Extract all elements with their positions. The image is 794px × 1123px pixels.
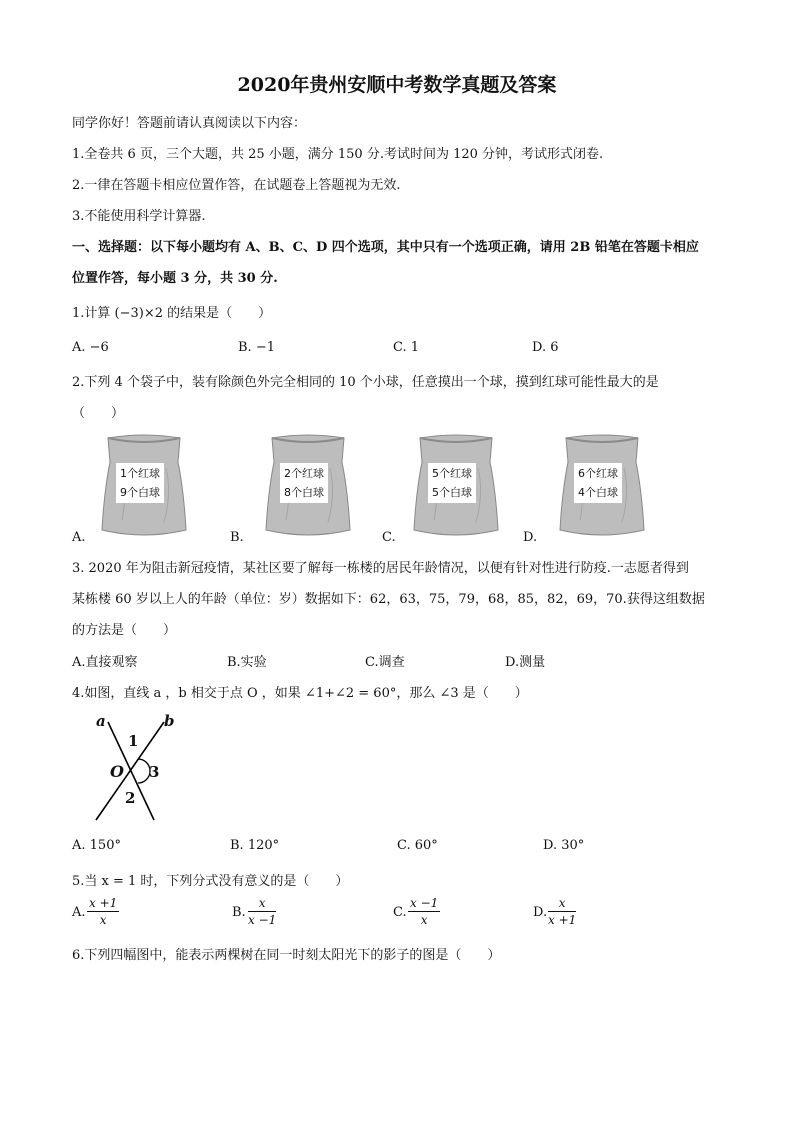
- q2-option-c-letter: C.: [382, 530, 396, 545]
- q2-option-d-letter: D.: [523, 530, 538, 545]
- q1-option-d: D. 6: [532, 340, 559, 355]
- q2-option-a-letter: A.: [72, 530, 86, 545]
- q1-option-b: B. −1: [238, 340, 275, 355]
- fraction-numerator: x +1: [89, 896, 118, 910]
- bag-white-count: 8个白球: [284, 486, 324, 499]
- q5-option-b-letter: B.: [232, 905, 246, 920]
- angle-3-label: 3: [149, 763, 160, 781]
- question-4-stem: 4.如图，直线 a ，b 相交于点 O ，如果 ∠1+∠2 = 60°，那么 ∠3 是（ ）: [72, 686, 528, 701]
- fraction-numerator: x: [548, 896, 576, 912]
- page-title: 2020年贵州安顺中考数学真题及答案: [237, 74, 557, 96]
- q4-option-a: A. 150°: [72, 838, 121, 853]
- line-a-label: a: [96, 712, 106, 730]
- bag-label: [116, 463, 164, 503]
- q1-option-c: C. 1: [393, 340, 420, 355]
- question-2-stem: 2.下列 4 个袋子中，装有除颜色外完全相同的 10 个小球，任意摸出一个球，摸到红球可能性最大的是: [72, 375, 659, 390]
- fraction-numerator: x −1: [410, 896, 439, 910]
- fraction-denominator: x: [99, 913, 107, 927]
- question-2-paren: （ ）: [72, 406, 125, 421]
- bag-red-count: 5个红球: [432, 467, 472, 480]
- angle-2-label: 2: [125, 789, 136, 807]
- q3-option-c: C.调查: [365, 655, 405, 670]
- q5-option-c-fraction: [408, 896, 440, 927]
- bag-red-count: 1个红球: [120, 467, 160, 480]
- bag-red-count: 2个红球: [284, 467, 324, 480]
- bag-label: [574, 463, 622, 503]
- fraction-denominator: x: [420, 913, 428, 927]
- q3-option-a: A.直接观察: [72, 655, 138, 670]
- point-o-label: O: [110, 762, 124, 781]
- q2-option-b-letter: B.: [230, 530, 244, 545]
- question-3-line-1: 3. 2020 年为阻击新冠疫情，某社区要了解每一栋楼的居民年龄情况，以便有针对性进行防疫.一志愿者得到: [72, 561, 689, 576]
- intro-greeting: 同学你好！答题前请认真阅读以下内容：: [72, 116, 307, 131]
- angle-1-label: 1: [128, 732, 139, 750]
- q4-option-b: B. 120°: [230, 838, 280, 853]
- q4-option-c: C. 60°: [397, 838, 438, 853]
- intro-rule-2: 2.一律在答题卡相应位置作答，在试题卷上答题视为无效.: [72, 178, 401, 193]
- line-b-label: b: [164, 712, 175, 730]
- question-3-line-3: 的方法是（ ）: [72, 623, 177, 638]
- question-6-stem: 6.下列四幅图中，能表示两棵树在同一时刻太阳光下的影子的图是（ ）: [72, 948, 501, 963]
- q3-option-d: D.测量: [505, 655, 546, 670]
- q4-option-d: D. 30°: [543, 838, 585, 853]
- bag-red-count: 6个红球: [578, 467, 618, 480]
- bag-label: [428, 463, 476, 503]
- section-heading-line-2: 位置作答，每小题 3 分，共 30 分.: [72, 271, 278, 286]
- fraction-denominator: x +1: [548, 913, 577, 927]
- bag-white-count: 4个白球: [578, 486, 618, 499]
- q5-option-b-fraction: [248, 896, 276, 927]
- q3-option-b: B.实验: [227, 655, 267, 670]
- section-heading-line-1: 一、选择题：以下每小题均有 A、B、C、D 四个选项，其中只有一个选项正确，请用 2B 铅笔在答题卡相应: [72, 240, 699, 255]
- bag-label: [280, 463, 328, 503]
- q5-option-d-fraction: [548, 896, 576, 927]
- fraction-denominator: x −1: [248, 913, 277, 927]
- q5-option-d-letter: D.: [533, 905, 548, 920]
- question-1-stem: 1.计算 (−3)×2 的结果是（ ）: [72, 306, 272, 321]
- q5-option-a-letter: A.: [72, 905, 86, 920]
- fraction-numerator: x: [248, 896, 276, 912]
- bag-white-count: 9个白球: [120, 486, 160, 499]
- q5-option-c-letter: C.: [393, 905, 407, 920]
- q5-option-a-fraction: [87, 896, 119, 927]
- question-3-line-2: 某栋楼 60 岁以上人的年龄（单位：岁）数据如下：62，63，75，79，68，85，82，69，70.获得这组数据: [72, 592, 705, 607]
- bag-white-count: 5个白球: [432, 486, 472, 499]
- question-5-stem: 5.当 x = 1 时，下列分式没有意义的是（ ）: [72, 874, 349, 889]
- q1-option-a: A. −6: [72, 340, 109, 355]
- intro-rule-3: 3.不能使用科学计算器.: [72, 209, 206, 224]
- intro-rule-1: 1.全卷共 6 页，三个大题，共 25 小题，满分 150 分.考试时间为 120 分钟，考试形式闭卷.: [72, 147, 604, 162]
- intersecting-lines-figure: [86, 712, 178, 824]
